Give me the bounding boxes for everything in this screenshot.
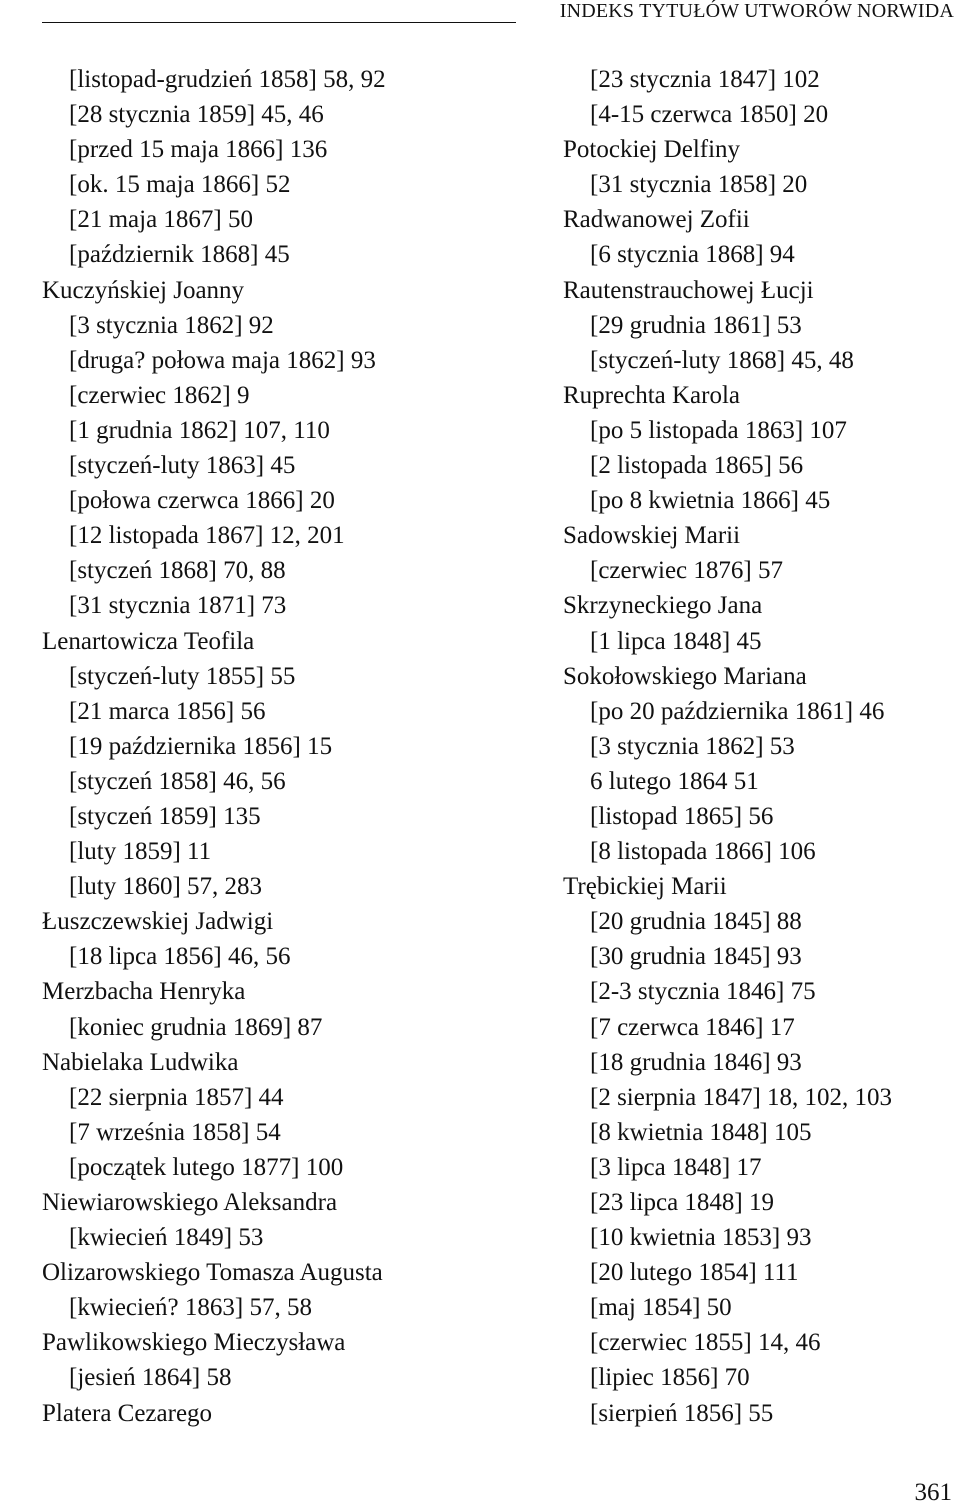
- index-subentry: [4-15 czerwca 1850] 20: [590, 101, 829, 129]
- index-subentry: [29 grudnia 1861] 53: [590, 311, 802, 339]
- index-subentry: [2-3 stycznia 1846] 75: [590, 978, 816, 1006]
- index-entry-name: Kuczyńskiej Joanny: [42, 276, 245, 304]
- index-subentry: [2 sierpnia 1847] 18, 102, 103: [590, 1083, 893, 1111]
- index-subentry: [styczeń 1859] 135: [69, 802, 261, 830]
- index-subentry: [8 listopada 1866] 106: [590, 838, 816, 866]
- index-subentry: [22 sierpnia 1857] 44: [69, 1083, 284, 1111]
- index-entry-name: Pawlikowskiego Mieczysława: [42, 1329, 346, 1357]
- index-entry-name: Łuszczewskiej Jadwigi: [42, 908, 274, 936]
- index-subentry: [styczeń-luty 1855] 55: [69, 662, 296, 690]
- index-subentry: [18 lipca 1856] 46, 56: [69, 943, 291, 971]
- index-subentry: [31 stycznia 1871] 73: [69, 592, 287, 620]
- index-entry-name: Olizarowskiego Tomasza Augusta: [42, 1259, 383, 1287]
- index-subentry: 6 lutego 1864 51: [590, 767, 759, 795]
- index-entry-name: Trębickiej Marii: [563, 873, 727, 901]
- index-subentry: [listopad 1865] 56: [590, 802, 774, 830]
- index-subentry: [przed 15 maja 1866] 136: [69, 136, 328, 164]
- index-subentry: [18 grudnia 1846] 93: [590, 1048, 802, 1076]
- page-number: 361: [914, 1479, 952, 1506]
- index-subentry: [połowa czerwca 1866] 20: [69, 487, 335, 515]
- index-entry-name: Rautenstrauchowej Łucji: [563, 276, 814, 304]
- index-subentry: [druga? połowa maja 1862] 93: [69, 346, 376, 374]
- index-entry-name: Niewiarowskiego Aleksandra: [42, 1189, 338, 1216]
- index-subentry: [7 czerwca 1846] 17: [590, 1013, 795, 1041]
- index-subentry: [czerwiec 1855] 14, 46: [590, 1329, 821, 1357]
- index-subentry: [28 stycznia 1859] 45, 46: [69, 101, 324, 129]
- index-entry-name: Platera Cezarego: [42, 1399, 213, 1427]
- index-subentry: [lipiec 1856] 70: [590, 1364, 750, 1392]
- index-subentry: [maj 1854] 50: [590, 1294, 732, 1322]
- index-entry-name: Sadowskiej Marii: [563, 522, 741, 550]
- index-subentry: [kwiecień? 1863] 57, 58: [69, 1294, 312, 1322]
- index-subentry: [czerwiec 1862] 9: [69, 381, 250, 409]
- index-subentry: [3 lipca 1848] 17: [590, 1153, 762, 1181]
- index-subentry: [20 grudnia 1845] 88: [590, 908, 802, 936]
- index-subentry: [20 lutego 1854] 111: [590, 1259, 799, 1287]
- index-subentry: [sierpień 1856] 55: [590, 1399, 774, 1427]
- index-subentry: [czerwiec 1876] 57: [590, 557, 783, 585]
- index-subentry: [po 8 kwietnia 1866] 45: [590, 487, 831, 515]
- index-subentry: [luty 1860] 57, 283: [69, 873, 263, 901]
- index-subentry: [październik 1868] 45: [69, 241, 290, 269]
- index-entry-name: Ruprechta Karola: [563, 381, 741, 409]
- index-column-left: [42, 62, 386, 1431]
- index-subentry: [luty 1859] 11: [69, 838, 212, 866]
- index-subentry: [po 5 listopada 1863] 107: [590, 416, 847, 444]
- index-subentry: [kwiecień 1849] 53: [69, 1224, 264, 1252]
- index-subentry: [23 lipca 1848] 19: [590, 1189, 774, 1216]
- index-entry-name: Radwanowej Zofii: [563, 206, 750, 234]
- index-subentry: [30 grudnia 1845] 93: [590, 943, 802, 971]
- index-subentry: [10 kwietnia 1853] 93: [590, 1224, 812, 1252]
- index-subentry: [12 listopada 1867] 12, 201: [69, 522, 345, 550]
- index-subentry: [8 kwietnia 1848] 105: [590, 1118, 812, 1146]
- index-entry-name: Lenartowicza Teofila: [42, 627, 255, 655]
- index-entry-name: Potockiej Delfiny: [563, 136, 741, 164]
- index-subentry: [1 lipca 1848] 45: [590, 627, 762, 655]
- index-subentry: [3 stycznia 1862] 92: [69, 311, 274, 339]
- index-subentry: [31 stycznia 1858] 20: [590, 171, 808, 199]
- header-rule: [42, 22, 516, 23]
- index-subentry: [2 listopada 1865] 56: [590, 452, 804, 480]
- index-entry-name: Merzbacha Henryka: [42, 978, 246, 1006]
- index-subentry: [jesień 1864] 58: [69, 1364, 232, 1392]
- index-subentry: [3 stycznia 1862] 53: [590, 732, 795, 760]
- index-subentry: [styczeń 1858] 46, 56: [69, 767, 286, 795]
- index-subentry: [1 grudnia 1862] 107, 110: [69, 416, 330, 444]
- index-subentry: [21 maja 1867] 50: [69, 206, 253, 234]
- index-column-right: [563, 62, 892, 1431]
- index-subentry: [ok. 15 maja 1866] 52: [69, 171, 291, 199]
- index-subentry: [styczeń 1868] 70, 88: [69, 557, 286, 585]
- index-entry-name: Skrzyneckiego Jana: [563, 592, 763, 620]
- index-subentry: [23 stycznia 1847] 102: [590, 66, 820, 93]
- index-subentry: [21 marca 1856] 56: [69, 697, 266, 725]
- index-subentry: [7 września 1858] 54: [69, 1118, 281, 1146]
- index-subentry: [po 20 października 1861] 46: [590, 697, 885, 725]
- index-subentry: [styczeń-luty 1868] 45, 48: [590, 346, 854, 374]
- index-entry-name: Sokołowskiego Mariana: [563, 662, 807, 690]
- index-entry-name: Nabielaka Ludwika: [42, 1048, 239, 1076]
- index-subentry: [19 października 1856] 15: [69, 732, 333, 760]
- index-subentry: [początek lutego 1877] 100: [69, 1153, 344, 1181]
- index-subentry: [6 stycznia 1868] 94: [590, 241, 795, 269]
- index-subentry: [koniec grudnia 1869] 87: [69, 1013, 323, 1041]
- running-head: INDEKS TYTUŁÓW UTWORÓW NORWIDA: [559, 0, 954, 22]
- index-subentry: [styczeń-luty 1863] 45: [69, 452, 296, 480]
- index-subentry: [listopad-grudzień 1858] 58, 92: [69, 66, 386, 93]
